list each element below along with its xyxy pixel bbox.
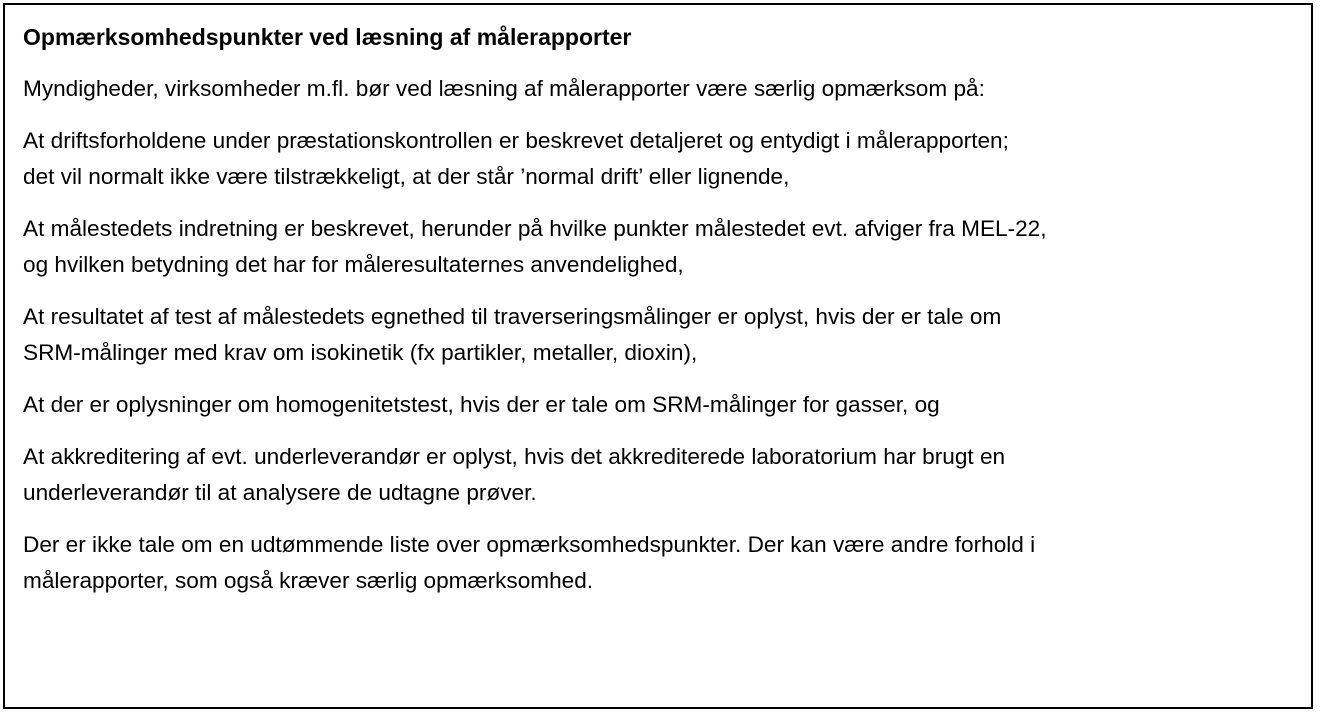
point-operating-conditions: [23, 123, 1293, 195]
paragraph-line: At driftsforholdene under præstationskontrollen er beskrevet detaljeret og entydigt i målerapporten;: [23, 128, 1009, 153]
paragraph-line: Der er ikke tale om en udtømmende liste over opmærksomhedspunkter. Der kan være andre forhold i: [23, 532, 1036, 557]
paragraph-line: At resultatet af test af målestedets egnethed til traverseringsmålinger er oplyst, hvis der er tale om: [23, 304, 1002, 329]
paragraph-line: Myndigheder, virksomheder m.fl. bør ved læsning af målerapporter være særlig opmærksom på:: [23, 76, 985, 101]
point-subcontractor: [23, 439, 1293, 511]
paragraph-line: underleverandør til at analysere de udtagne prøver.: [23, 480, 537, 505]
paragraph-line: At akkreditering af evt. underleverandør er oplyst, hvis det akkrediterede laboratorium har brugt en: [23, 444, 1006, 469]
paragraph-line: målerapporter, som også kræver særlig opmærksomhed.: [23, 568, 594, 593]
paragraph-line: SRM-målinger med krav om isokinetik (fx partikler, metaller, dioxin),: [23, 340, 698, 365]
paragraph-line: det vil normalt ikke være tilstrækkeligt, at der står ’normal drift’ eller lignende,: [23, 164, 790, 189]
box-title: Opmærksomhedspunkter ved læsning af målerapporter: [23, 24, 632, 50]
intro-paragraph: [23, 71, 1293, 107]
paragraph-line: At målestedets indretning er beskrevet, herunder på hvilke punkter målestedet evt. afviger fra MEL-22,: [23, 216, 1047, 241]
point-traverse-test: [23, 299, 1293, 371]
paragraph-line: At der er oplysninger om homogenitetstest, hvis der er tale om SRM-målinger for gasser, og: [23, 392, 940, 417]
paragraph-line: og hvilken betydning det har for måleresultaternes anvendelighed,: [23, 252, 684, 277]
closing-paragraph: [23, 527, 1293, 599]
text-box: [3, 3, 1313, 709]
point-measurement-site: [23, 211, 1293, 283]
point-homogeneity-test: [23, 387, 1293, 423]
